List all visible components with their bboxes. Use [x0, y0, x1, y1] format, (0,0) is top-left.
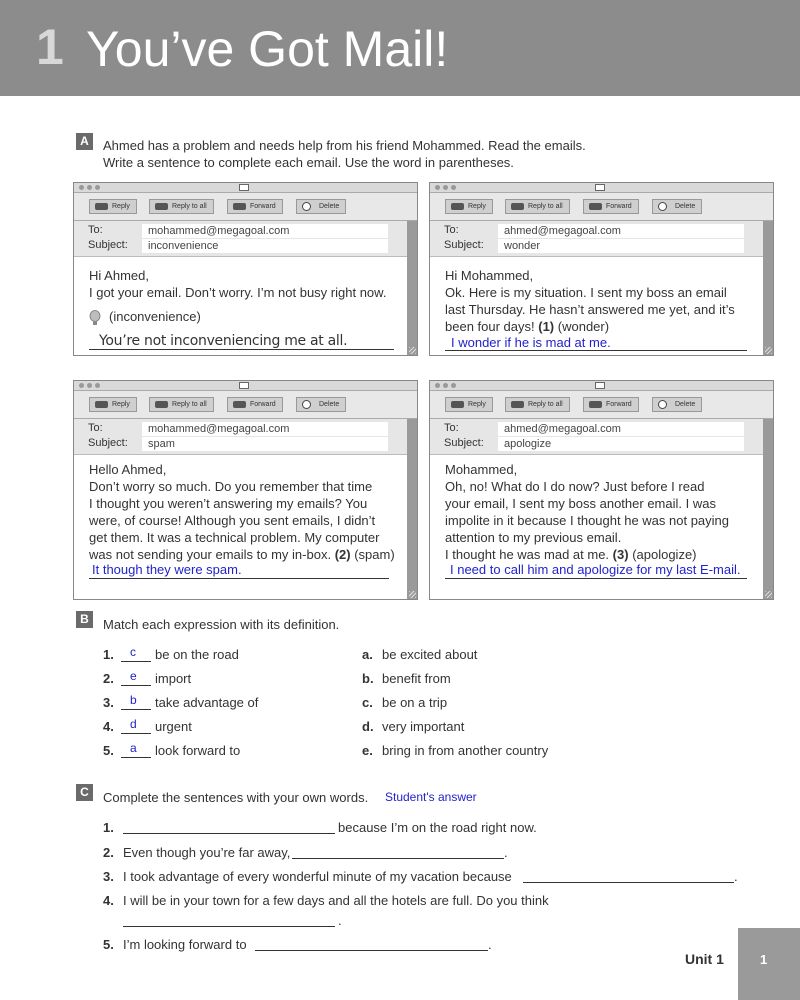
email-line: I thought he was mad at me.	[445, 547, 610, 562]
email-prompt: (apologize)	[632, 547, 697, 562]
completion-text: I took advantage of every wonderful minute of my vacation because	[123, 869, 512, 884]
completion-punctuation: .	[734, 869, 738, 884]
window-dot	[79, 185, 84, 190]
reply-all-icon	[511, 203, 524, 210]
email-line: I got your email. Don’t worry. I’m not busy right now.	[89, 285, 387, 300]
reply-all-label: Reply to all	[528, 401, 563, 408]
email-prompt: (wonder)	[557, 319, 610, 334]
completion-punctuation: .	[488, 937, 492, 952]
completion-number: 2.	[103, 845, 114, 860]
email-window-3	[73, 380, 418, 600]
completion-number: 3.	[103, 869, 114, 884]
delete-icon	[302, 202, 311, 211]
subject-field: spam	[142, 437, 388, 451]
question-marker: (2)	[334, 547, 351, 562]
email-line: attention to my previous email.	[445, 530, 622, 545]
section-a-instruction	[103, 137, 586, 171]
question-marker: (1)	[538, 319, 555, 334]
forward-icon	[233, 401, 246, 408]
delete-icon	[302, 400, 311, 409]
forward-button[interactable]	[227, 397, 283, 412]
email-line: your email, I sent my boss another email. I was	[445, 496, 716, 511]
email-last-line	[445, 546, 765, 563]
definition-letter: b.	[362, 671, 374, 686]
email-window-4	[429, 380, 774, 600]
reply-button[interactable]	[445, 397, 493, 412]
window-titlebar	[74, 183, 417, 193]
definition-letter: a.	[362, 647, 373, 662]
reply-label: Reply	[112, 203, 130, 210]
forward-button[interactable]	[227, 199, 283, 214]
reply-all-icon	[155, 203, 168, 210]
reply-all-label: Reply to all	[172, 203, 207, 210]
subject-label: Subject:	[444, 437, 484, 449]
email-line: was not sending your emails to my in-box.	[89, 547, 332, 562]
completion-punctuation: .	[338, 913, 342, 928]
email-line: Don’t worry so much. Do you remember that time	[89, 479, 373, 494]
subject-label: Subject:	[88, 437, 128, 449]
reply-icon	[451, 401, 464, 408]
reply-all-button[interactable]	[149, 199, 214, 214]
student-answer: I wonder if he is mad at me.	[451, 335, 611, 350]
subject-field: inconvenience	[142, 239, 388, 253]
email-prompt: (spam)	[354, 547, 395, 562]
reply-icon	[451, 203, 464, 210]
definition-text: be excited about	[382, 647, 478, 662]
to-label: To:	[88, 422, 103, 434]
window-titlebar	[430, 183, 773, 193]
definition-text: very important	[382, 719, 465, 734]
subject-field: apologize	[498, 437, 744, 451]
match-answer: b	[130, 693, 137, 707]
section-c-instruction: Complete the sentences with your own words.	[103, 790, 369, 805]
email-line: Oh, no! What do I do now? Just before I read	[445, 479, 705, 494]
window-dot	[443, 185, 448, 190]
envelope-icon	[239, 184, 249, 191]
reply-button[interactable]	[89, 397, 137, 412]
match-blank[interactable]	[121, 733, 151, 734]
email-window-2	[429, 182, 774, 356]
reply-icon	[95, 203, 108, 210]
email-toolbar	[74, 391, 417, 419]
section-b-badge: B	[76, 611, 93, 628]
definition-letter: c.	[362, 695, 373, 710]
email-toolbar	[430, 193, 773, 221]
definition-text: benefit from	[382, 671, 451, 686]
window-dot	[435, 185, 440, 190]
email-greeting: Hi Mohammed,	[445, 268, 534, 283]
match-expression: be on the road	[155, 647, 239, 662]
forward-label: Forward	[250, 203, 276, 210]
completion-number: 5.	[103, 937, 114, 952]
section-b-instruction: Match each expression with its definition.	[103, 617, 340, 632]
section-c-badge: C	[76, 784, 93, 801]
subject-field: wonder	[498, 239, 744, 253]
delete-label: Delete	[675, 203, 696, 210]
email-body	[445, 461, 765, 563]
match-blank[interactable]	[121, 661, 151, 662]
completion-text: I’m looking forward to	[123, 937, 247, 952]
forward-icon	[589, 203, 602, 210]
email-header	[430, 419, 765, 455]
definition-letter: d.	[362, 719, 374, 734]
completion-number: 1.	[103, 820, 114, 835]
subject-label: Subject:	[88, 239, 128, 251]
section-a-badge: A	[76, 133, 93, 150]
to-field: ahmed@megagoal.com	[498, 422, 744, 436]
to-label: To:	[444, 224, 459, 236]
email-line: Ok. Here is my situation. I sent my boss an email	[445, 285, 727, 300]
email-greeting: Hello Ahmed,	[89, 462, 167, 477]
match-answer: c	[130, 645, 136, 659]
window-dot	[95, 185, 100, 190]
lightbulb-icon	[89, 310, 101, 326]
reply-all-icon	[511, 401, 524, 408]
email-window-1	[73, 182, 418, 356]
delete-label: Delete	[319, 203, 340, 210]
match-number: 4.	[103, 719, 114, 734]
definition-letter: e.	[362, 743, 373, 758]
answer-line	[445, 350, 747, 351]
window-dot	[435, 383, 440, 388]
email-toolbar	[74, 193, 417, 221]
completion-punctuation: .	[504, 845, 508, 860]
completion-blank[interactable]	[255, 950, 488, 951]
delete-button[interactable]	[296, 199, 346, 214]
email-header	[74, 221, 409, 257]
completion-blank[interactable]	[123, 926, 335, 927]
page-number: 1	[760, 952, 768, 967]
window-dot	[451, 185, 456, 190]
email-line: get them. It was a technical problem. My computer	[89, 530, 380, 545]
reply-all-label: Reply to all	[172, 401, 207, 408]
answer-line	[89, 578, 389, 579]
chapter-number: 1	[36, 19, 64, 75]
email-greeting: Mohammed,	[445, 462, 518, 477]
envelope-icon	[595, 184, 605, 191]
email-body	[89, 267, 409, 325]
email-header	[74, 419, 409, 455]
match-blank[interactable]	[121, 685, 151, 686]
forward-button[interactable]	[583, 199, 639, 214]
delete-button[interactable]	[652, 199, 702, 214]
match-blank[interactable]	[121, 757, 151, 758]
completion-blank[interactable]	[523, 882, 734, 883]
window-dot	[87, 383, 92, 388]
match-answer: e	[130, 669, 137, 683]
to-field: mohammed@megagoal.com	[142, 224, 388, 238]
forward-icon	[589, 401, 602, 408]
delete-button[interactable]	[652, 397, 702, 412]
email-line: been four days!	[445, 319, 535, 334]
reply-label: Reply	[468, 203, 486, 210]
student-answer: It though they were spam.	[92, 562, 242, 577]
unit-label: Unit 1	[685, 951, 724, 967]
reply-all-icon	[155, 401, 168, 408]
delete-label: Delete	[319, 401, 340, 408]
match-expression: urgent	[155, 719, 192, 734]
delete-button[interactable]	[296, 397, 346, 412]
delete-icon	[658, 400, 667, 409]
window-dot	[443, 383, 448, 388]
section-a-instruction-line-2: Write a sentence to complete each email. Use the word in parentheses.	[103, 155, 514, 170]
match-blank[interactable]	[121, 709, 151, 710]
envelope-icon	[239, 382, 249, 389]
reply-all-button[interactable]	[505, 199, 570, 214]
match-expression: look forward to	[155, 743, 241, 758]
window-dot	[451, 383, 456, 388]
email-last-line	[89, 546, 409, 563]
completion-blank[interactable]	[123, 833, 335, 834]
match-expression: import	[155, 671, 192, 686]
email-line: impolite in it because I thought he was not paying	[445, 513, 730, 528]
page-number-tab	[738, 928, 800, 1000]
reply-all-label: Reply to all	[528, 203, 563, 210]
window-dot	[87, 185, 92, 190]
window-titlebar	[74, 381, 417, 391]
answer-line	[89, 349, 394, 350]
email-greeting: Hi Ahmed,	[89, 268, 149, 283]
answer-line	[445, 578, 747, 579]
window-dot	[95, 383, 100, 388]
reply-label: Reply	[468, 401, 486, 408]
completion-text: because I’m on the road right now.	[338, 820, 537, 835]
email-line: last Thursday. He hasn’t answered me yet, and it’s	[445, 302, 735, 317]
delete-label: Delete	[675, 401, 696, 408]
completion-text: I will be in your town for a few days and all the hotels are full. Do you think	[123, 893, 549, 908]
email-prompt: (inconvenience)	[109, 309, 201, 324]
student-answer-note: Student's answer	[385, 790, 477, 804]
subject-label: Subject:	[444, 239, 484, 251]
definition-text: be on a trip	[382, 695, 448, 710]
reply-all-button[interactable]	[149, 397, 214, 412]
forward-label: Forward	[250, 401, 276, 408]
forward-label: Forward	[606, 203, 632, 210]
to-label: To:	[444, 422, 459, 434]
reply-icon	[95, 401, 108, 408]
reply-button[interactable]	[445, 199, 493, 214]
envelope-icon	[595, 382, 605, 389]
completion-number: 4.	[103, 893, 114, 908]
student-answer: I need to call him and apologize for my last E-mail.	[450, 562, 741, 577]
delete-icon	[658, 202, 667, 211]
match-answer: a	[130, 741, 137, 755]
to-label: To:	[88, 224, 103, 236]
forward-label: Forward	[606, 401, 632, 408]
email-line: were, of course! Although you sent emails, I didn’t	[89, 513, 376, 528]
match-number: 3.	[103, 695, 114, 710]
reply-label: Reply	[112, 401, 130, 408]
chapter-title: You’ve Got Mail!	[86, 21, 449, 77]
completion-text: Even though you’re far away,	[123, 845, 291, 860]
forward-icon	[233, 203, 246, 210]
email-header	[430, 221, 765, 257]
forward-button[interactable]	[583, 397, 639, 412]
email-body	[445, 267, 765, 335]
match-number: 1.	[103, 647, 114, 662]
model-answer: You’re not inconveniencing me at all.	[99, 333, 348, 349]
match-number: 5.	[103, 743, 114, 758]
email-body	[89, 461, 409, 563]
reply-button[interactable]	[89, 199, 137, 214]
email-last-line	[445, 318, 765, 335]
match-answer: d	[130, 717, 137, 731]
reply-all-button[interactable]	[505, 397, 570, 412]
section-a-instruction-line-1: Ahmed has a problem and needs help from his friend Mohammed. Read the emails.	[103, 138, 586, 153]
question-marker: (3)	[612, 547, 629, 562]
to-field: mohammed@megagoal.com	[142, 422, 388, 436]
chapter-banner	[0, 0, 800, 96]
match-number: 2.	[103, 671, 114, 686]
window-dot	[79, 383, 84, 388]
to-field: ahmed@megagoal.com	[498, 224, 744, 238]
definition-text: bring in from another country	[382, 743, 549, 758]
match-expression: take advantage of	[155, 695, 259, 710]
email-line: I thought you weren’t answering my emails? You	[89, 496, 368, 511]
window-titlebar	[430, 381, 773, 391]
completion-blank[interactable]	[292, 858, 504, 859]
email-toolbar	[430, 391, 773, 419]
